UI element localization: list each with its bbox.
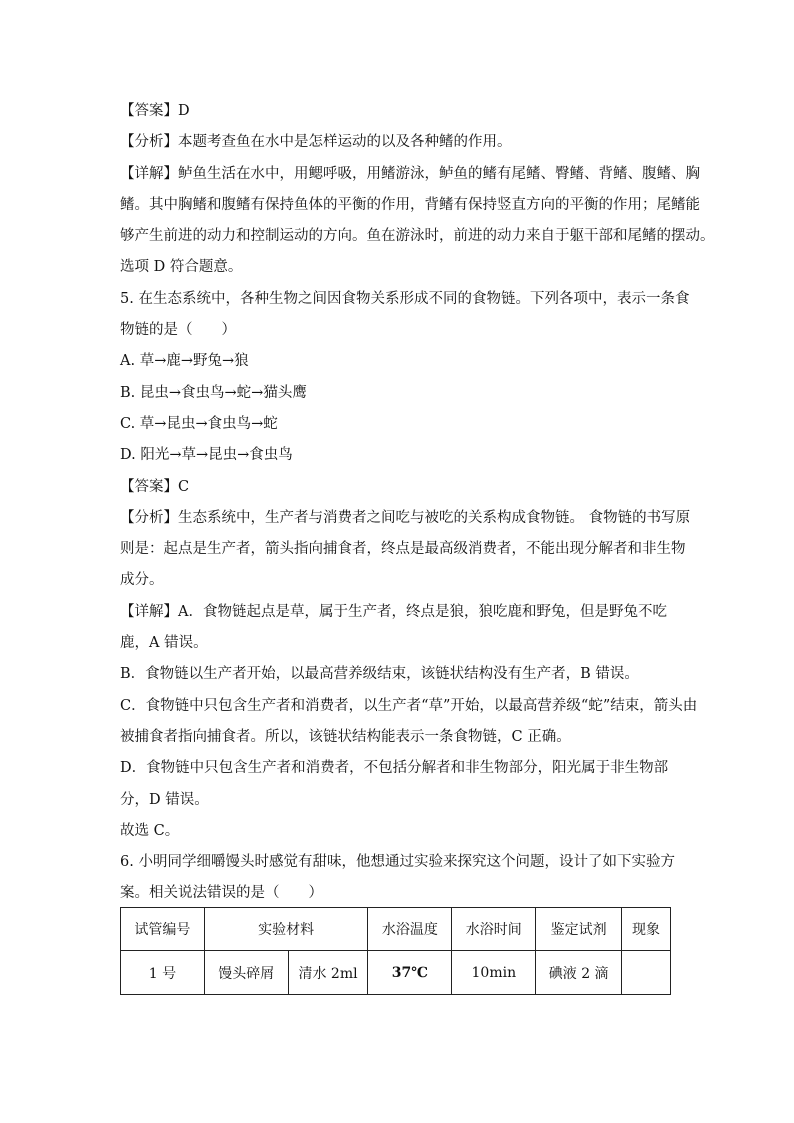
table-header: 鉴定试剂 (536, 908, 622, 951)
line-text: C (178, 478, 190, 495)
text-line (120, 534, 686, 565)
line-text: A．食物链起点是草，属于生产者，终点是狼，狼吃鹿和野兔，但是野兔不吃 (178, 603, 667, 620)
text-line (120, 691, 698, 722)
text-line (120, 190, 700, 221)
line-text: B．食物链以生产者开始，以最高营养级结束，该链状结构没有生产者，B 错误。 (120, 666, 639, 683)
section-tag: 【详解】 (120, 165, 178, 182)
line-text: 选项 D 符合题意。 (120, 259, 243, 276)
table-row (121, 951, 671, 995)
section-tag: 【分析】 (120, 509, 178, 526)
text-line (120, 816, 680, 847)
line-text: 物链的是（ ） (120, 322, 236, 339)
text-line (120, 96, 680, 127)
text-line (120, 753, 680, 784)
line-text: 生态系统中，生产者与消费者之间吃与被吃的关系构成食物链。 食物链的书写原 (178, 509, 691, 526)
table-header: 试管编号 (121, 908, 205, 951)
line-text: D．食物链中只包含生产者和消费者，不包括分解者和非生物部分，阳光属于非生物部 (120, 760, 669, 777)
text-line (120, 472, 680, 503)
table-cell: 碘液 2 滴 (536, 951, 622, 995)
experiment-table (120, 907, 671, 995)
table-cell: 清水 2ml (288, 951, 368, 995)
table-header-row (121, 908, 671, 951)
table-header: 水浴温度 (368, 908, 452, 951)
question-5-stem (120, 284, 690, 315)
option-b (120, 378, 680, 409)
option-d (120, 440, 680, 471)
line-text: 则是：起点是生产者，箭头指向捕食者，终点是最高级消费者，不能出现分解者和非生物 (120, 541, 686, 558)
table-header: 实验材料 (204, 908, 368, 951)
text-line (120, 159, 700, 190)
table-cell (622, 951, 671, 995)
text-line (120, 722, 680, 753)
line-text: 鹿，A 错误。 (120, 635, 208, 652)
section-tag: 【答案】 (120, 103, 178, 119)
document-body (120, 96, 715, 910)
line-text: D. 阳光→草→昆虫→食虫鸟 (120, 447, 293, 464)
text-line (120, 785, 680, 816)
option-a (120, 346, 680, 377)
line-text: 5. 在生态系统中，各种生物之间因食物关系形成不同的食物链。下列各项中，表示一条食 (120, 290, 690, 307)
line-text: 被捕食者指向捕食者。所以，该链状结构能表示一条食物链，C 正确。 (120, 728, 571, 745)
text-line (120, 628, 680, 659)
text-line (120, 221, 715, 252)
line-text: 分，D 错误。 (120, 791, 209, 808)
question-5-stem (120, 315, 680, 346)
table-header: 水浴时间 (452, 908, 536, 951)
line-text: 成分。 (120, 572, 164, 589)
line-text: 案。相关说法错误的是（ ） (120, 885, 323, 902)
text-line (120, 503, 691, 534)
section-tag: 【分析】 (120, 134, 178, 151)
section-tag: 【答案】 (120, 478, 178, 495)
text-line (120, 127, 680, 158)
line-text: 够产生前进的动力和控制运动的方向。鱼在游泳时，前进的动力来自于躯干部和尾鳍的摆动。 (120, 228, 715, 245)
table-cell: 10min (452, 951, 536, 995)
section-tag: 【详解】 (120, 603, 178, 620)
line-text: 本题考查鱼在水中是怎样运动的以及各种鳍的作用。 (178, 134, 512, 151)
option-c (120, 409, 680, 440)
line-text: C．食物链中只包含生产者和消费者，以生产者“草”开始，以最高营养级“蛇”结束，箭头由 (120, 697, 698, 714)
table-header: 现象 (622, 908, 671, 951)
question-6-stem (120, 878, 680, 909)
line-text: 鲈鱼生活在水中，用鳃呼吸，用鳍游泳，鲈鱼的鳍有尾鳍、臀鳍、背鳍、腹鳍、胸 (178, 165, 700, 182)
table-cell: 馒头碎屑 (204, 951, 288, 995)
line-text: C. 草→昆虫→食虫鸟→蛇 (120, 415, 278, 432)
text-line (120, 565, 680, 596)
line-text: 故选 C。 (120, 822, 180, 839)
table-cell: 37℃ (368, 951, 452, 995)
question-6-stem (120, 847, 680, 878)
text-line (120, 597, 680, 628)
line-text: 鳍。其中胸鳍和腹鳍有保持鱼体的平衡的作用，背鳍有保持竖直方向的平衡的作用；尾鳍能 (120, 196, 700, 213)
line-text: A. 草→鹿→野兔→狼 (120, 353, 249, 370)
text-line (120, 659, 680, 690)
line-text: B. 昆虫→食虫鸟→蛇→猫头鹰 (120, 384, 307, 401)
line-text: 6. 小明同学细嚼馒头时感觉有甜味，他想通过实验来探究这个问题，设计了如下实验方 (120, 854, 675, 871)
line-text: D (178, 103, 190, 119)
table-cell: 1 号 (121, 951, 205, 995)
text-line (120, 252, 680, 283)
